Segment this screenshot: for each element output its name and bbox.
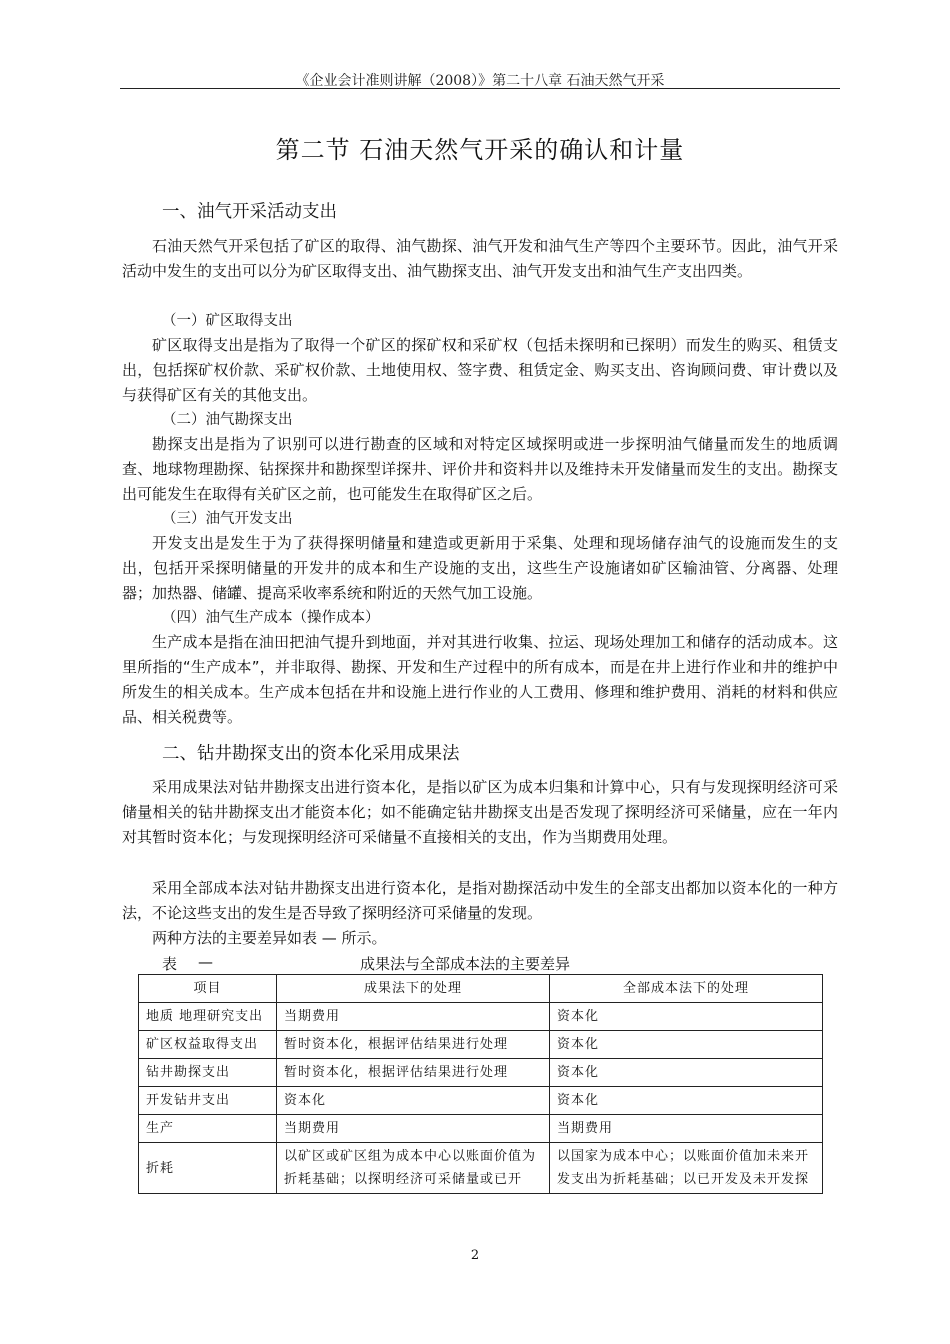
sub4-text: 生产成本是指在油田把油气提升到地面，并对其进行收集、拉运、现场处理加工和储存的活动成本。这里所指的“生产成本”，并非取得、勘探、开发和生产过程中的所有成本，而是在井上进行作业和井的维护中所发生的相关成本。生产成本包括在井和设施上进行作业的人工费用、修理和维护费用、消耗的材料和供应品、相关税费等。 [122,633,839,726]
table-cell: 暂时资本化，根据评估结果进行处理 [277,1059,550,1087]
table-cell: 资本化 [550,1059,823,1087]
part2-heading: 二、钻井勘探支出的资本化采用成果法 [162,744,460,764]
comparison-table [138,974,823,1194]
table-cell: 当期费用 [550,1115,823,1143]
table-row [139,1031,823,1059]
table-header-row [139,975,823,1003]
table-cell: 以矿区或矿区组为成本中心以账面价值为折耗基础；以探明经济可采储量或已开 [277,1143,550,1194]
part2-paragraph-2: 采用全部成本法对钻井勘探支出进行资本化，是指对勘探活动中发生的全部支出都加以资本化的一种方法，不论这些支出的发生是否导致了探明经济可采储量的发现。 [122,879,838,922]
table-row [139,1087,823,1115]
part2-paragraph-1: 采用成果法对钻井勘探支出进行资本化，是指以矿区为成本归集和计算中心，只有与发现探明经济可采储量相关的钻井勘探支出才能资本化；如不能确定钻井勘探支出是否发现了探明经济可采储量，应在一年内对其暂时资本化；与发现探明经济可采储量不直接相关的支出，作为当期费用处理。 [122,778,838,846]
table-row [139,1115,823,1143]
table-number: — [198,953,213,971]
table-cell: 资本化 [550,1087,823,1115]
header-full-cost: 全部成本法下的处理 [550,975,823,1003]
table-cell: 开发钻井支出 [139,1087,277,1115]
table-cell: 矿区权益取得支出 [139,1031,277,1059]
table-cell: 资本化 [550,1003,823,1031]
section-title: 第二节 石油天然气开采的确认和计量 [275,136,685,164]
part2-paragraph-3: 两种方法的主要差异如表 — 所示。 [152,929,387,947]
table-cell: 地质 地理研究支出 [139,1003,277,1031]
sub1-text: 矿区取得支出是指为了取得一个矿区的探矿权和采矿权（包括未探明和已探明）而发生的购买、租赁支出，包括探矿权价款、采矿权价款、土地使用权、签字费、租赁定金、购买支出、咨询顾问费、审计费以及与获得矿区有关的其他支出。 [122,336,838,404]
sub4-heading: （四）油气生产成本（操作成本） [162,610,380,626]
table-cell: 以国家为成本中心；以账面价值加未来开发支出为折耗基础；以已开发及未开发探 [550,1143,823,1194]
table-cell: 资本化 [550,1031,823,1059]
table-cell: 当期费用 [277,1003,550,1031]
part1-heading: 一、油气开采活动支出 [162,202,337,222]
table-cell: 生产 [139,1115,277,1143]
running-header: 《企业会计准则讲解（2008）》第二十八章 石油天然气开采 [295,73,665,89]
sub3-heading: （三）油气开发支出 [162,511,293,527]
table-title: 成果法与全部成本法的主要差异 [360,955,571,973]
table-cell: 钻井勘探支出 [139,1059,277,1087]
part1-intro: 石油天然气开采包括了矿区的取得、油气勘探、油气开发和油气生产等四个主要环节。因此，油气开采活动中发生的支出可以分为矿区取得支出、油气勘探支出、油气开发支出和油气生产支出四类。 [122,237,838,280]
header-divider [120,88,840,89]
sub1-heading: （一）矿区取得支出 [162,313,293,329]
header-item: 项目 [139,975,277,1003]
table-label: 表 [162,955,178,973]
table-row [139,1003,823,1031]
table-cell: 资本化 [277,1087,550,1115]
table-row [139,1059,823,1087]
table-cell: 折耗 [139,1143,277,1194]
sub2-heading: （二）油气勘探支出 [162,412,293,428]
sub2-text: 勘探支出是指为了识别可以进行勘查的区域和对特定区域探明或进一步探明油气储量而发生的地质调查、地球物理勘探、钻探探井和勘探型详探井、评价井和资料井以及维持未开发储量而发生的支出。勘探支出可能发生在取得有关矿区之前，也可能发生在取得矿区之后。 [122,435,838,503]
header-successful-efforts: 成果法下的处理 [277,975,550,1003]
table-row [139,1143,823,1194]
sub3-text: 开发支出是发生于为了获得探明储量和建造或更新用于采集、处理和现场储存油气的设施而发生的支出，包括开采探明储量的开发井的成本和生产设施的支出，这些生产设施诸如矿区输油管、分离器、处理器；加热器、储罐、提高采收率系统和附近的天然气加工设施。 [122,534,838,602]
table-cell: 暂时资本化，根据评估结果进行处理 [277,1031,550,1059]
page-number: 2 [470,1248,480,1263]
table-cell: 当期费用 [277,1115,550,1143]
